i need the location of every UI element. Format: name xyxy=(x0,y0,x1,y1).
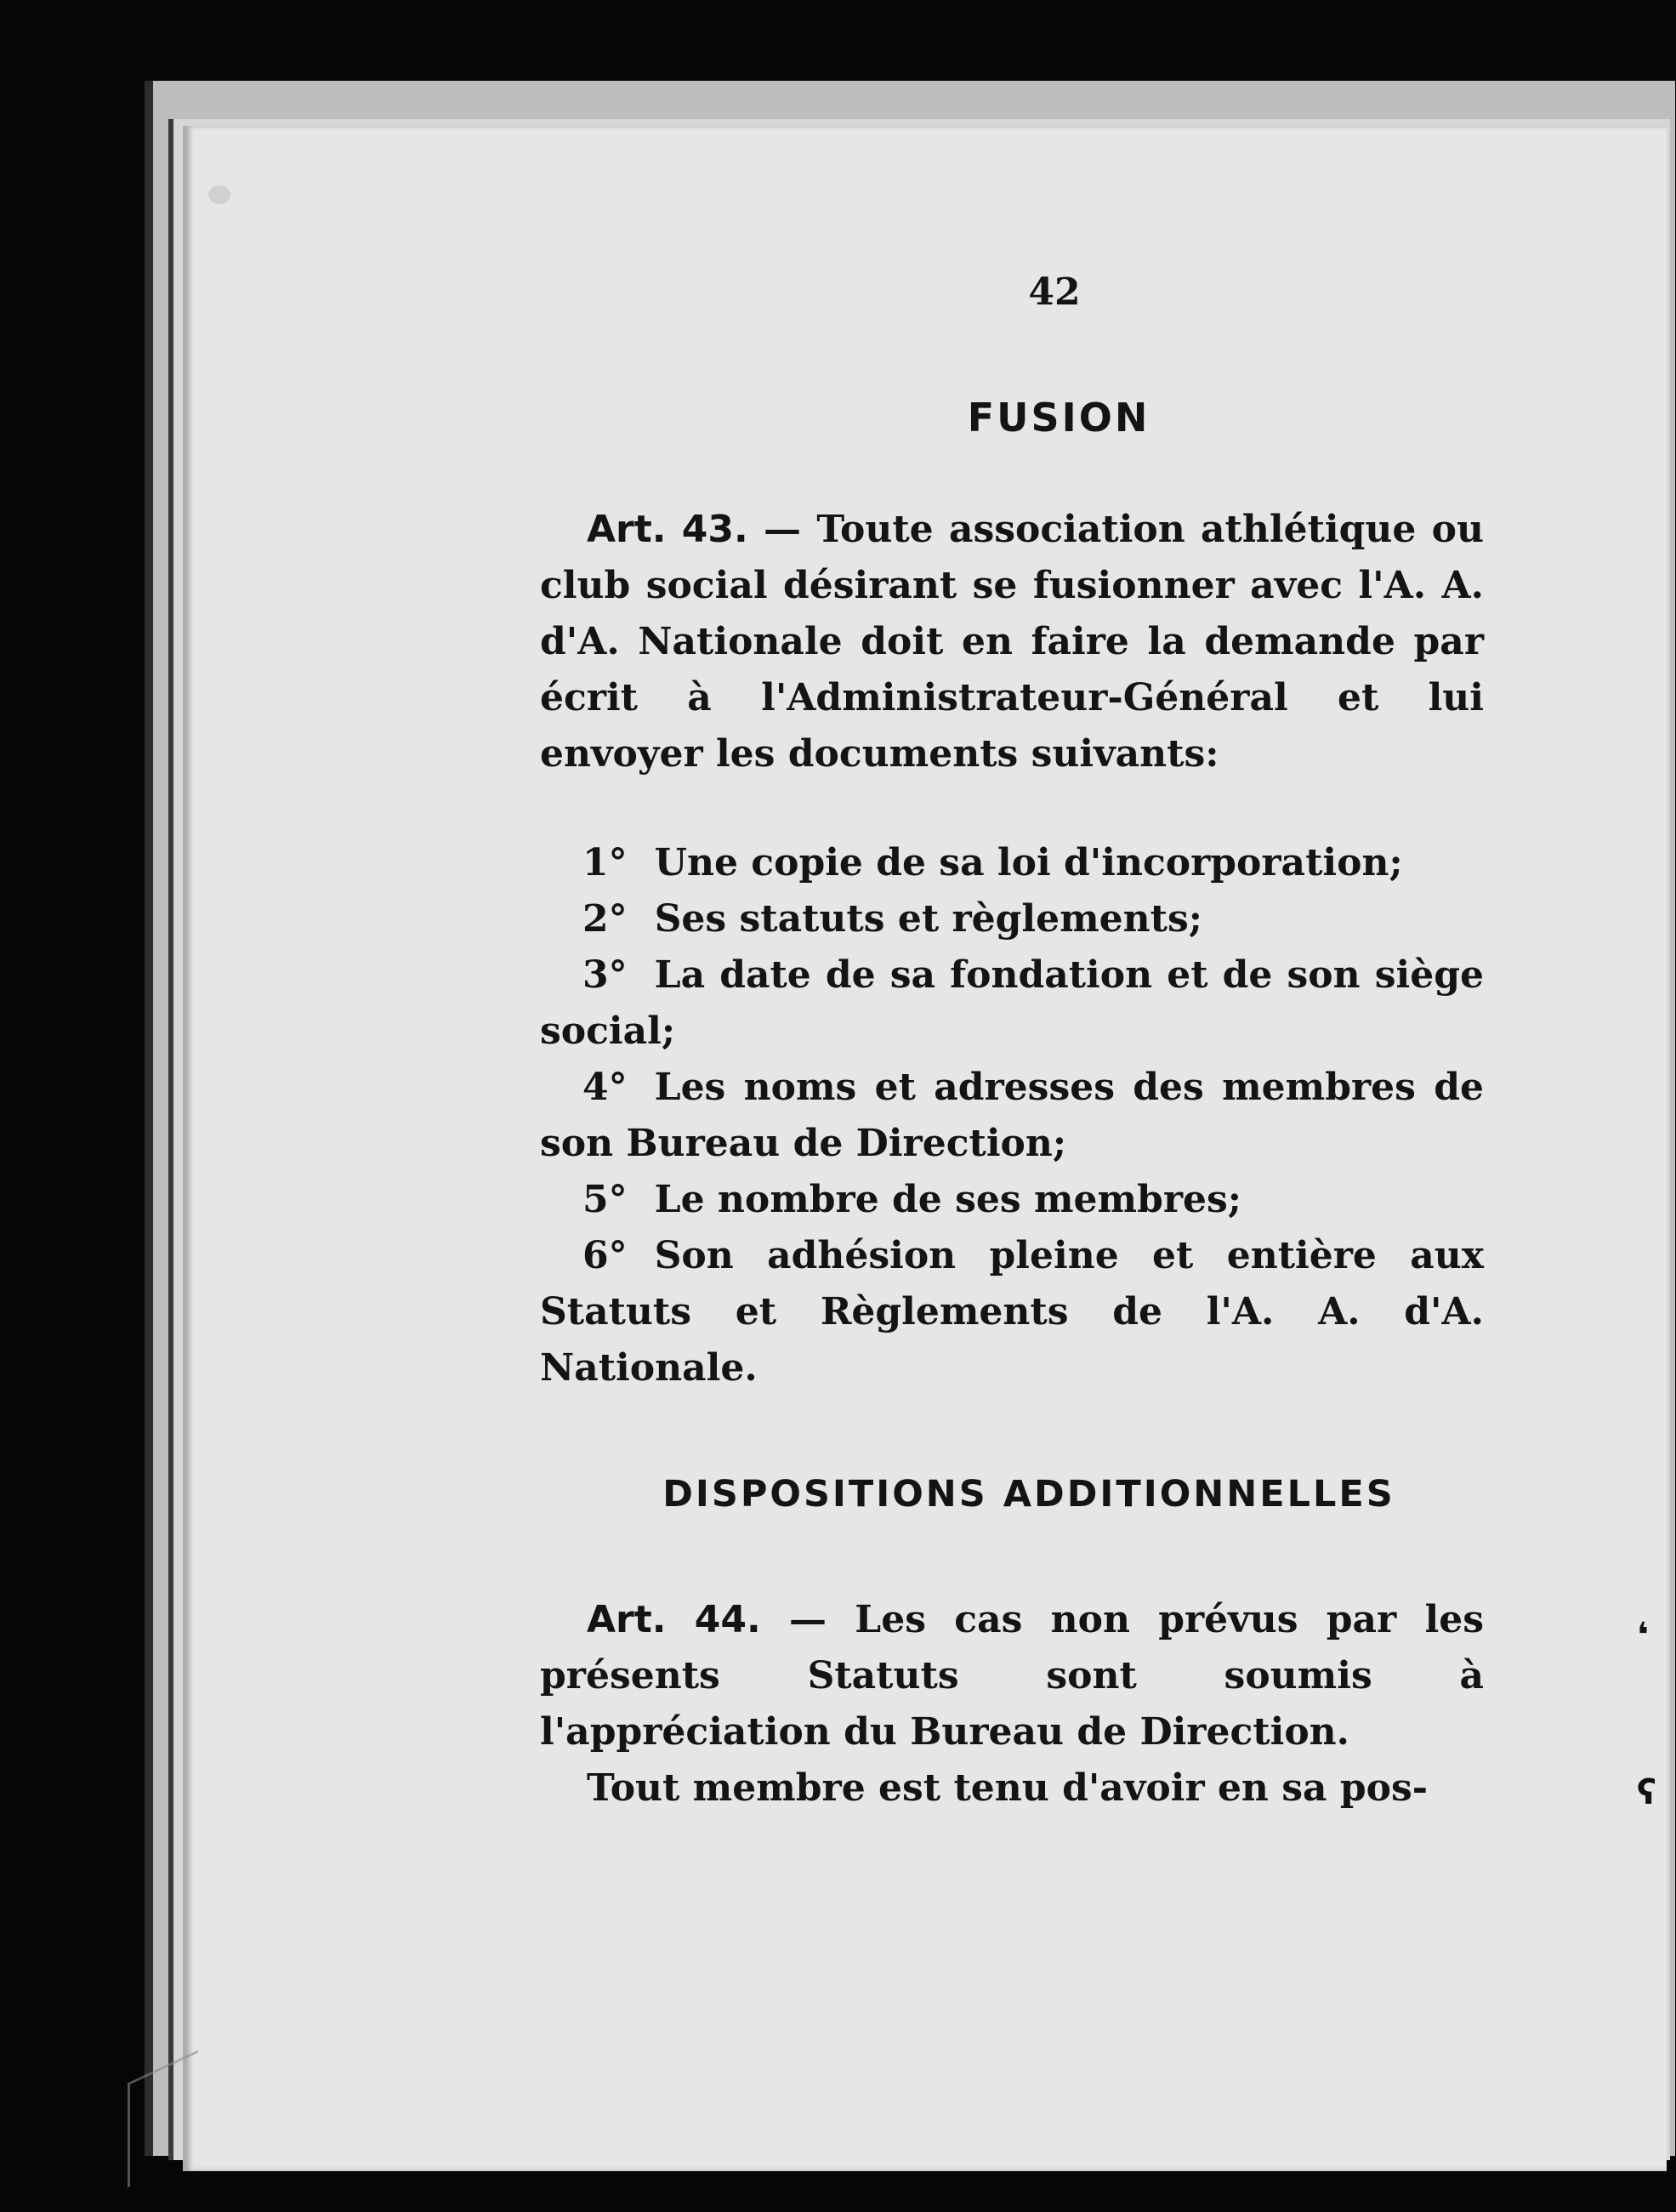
list-item-number: 3° xyxy=(582,953,628,997)
article-44-paragraph xyxy=(540,1592,1484,1760)
list-item xyxy=(540,835,1484,891)
page-content xyxy=(540,270,1484,1817)
list-item-number: 6° xyxy=(582,1234,628,1277)
list-item-text: Une copie de sa loi d'incorporation; xyxy=(654,841,1403,884)
section-heading-dispositions: DISPOSITIONS ADDITIONNELLES xyxy=(662,1473,1395,1515)
list-item xyxy=(540,1228,1484,1396)
list-item-text: Ses statuts et règlements; xyxy=(654,897,1202,941)
list-item-text: La date de sa fondation et de son siège social; xyxy=(540,953,1484,1053)
list-item-text: Les noms et adresses des membres de son Bureau de Direction; xyxy=(540,1066,1484,1165)
article-44-text: — Les cas non prévus par les présents Statuts sont soumis à l'appréciation du Bureau de Direction. xyxy=(540,1598,1484,1754)
list-item-number: 1° xyxy=(582,841,628,884)
article-43-label: Art. 43. xyxy=(587,508,748,551)
closing-paragraph: Tout membre est tenu d'avoir en sa pos- xyxy=(587,1766,1428,1810)
book-page xyxy=(183,126,1667,2171)
page-number: 42 xyxy=(1028,270,1081,314)
article-43-text: — Toute association athlétique ou club social désirant se fusionner avec l'A. A. d'A. Nationale doit en faire la demande par écrit à l'Administrateur-Général et lui envoyer les documents suivants: xyxy=(540,508,1485,776)
list-item-text: Son adhésion pleine et entière aux Statuts et Règlements de l'A. A. d'A. Nationale. xyxy=(540,1234,1484,1390)
margin-mark: ❛ xyxy=(1637,1616,1649,1655)
list-item xyxy=(540,1060,1484,1172)
list-item-number: 2° xyxy=(582,897,628,941)
margin-mark: ʕ xyxy=(1637,1773,1656,1812)
list-item-number: 4° xyxy=(582,1066,628,1109)
list-item-text: Le nombre de ses membres; xyxy=(654,1178,1242,1221)
section-heading-fusion: FUSION xyxy=(967,395,1150,441)
article-44-label: Art. 44. xyxy=(587,1598,761,1641)
list-item xyxy=(540,1172,1484,1228)
required-documents-list xyxy=(540,835,1484,1396)
article-43-paragraph xyxy=(540,502,1484,782)
list-item-number: 5° xyxy=(582,1178,628,1221)
list-item xyxy=(540,891,1484,947)
list-item xyxy=(540,947,1484,1060)
paper-speck xyxy=(208,185,230,204)
